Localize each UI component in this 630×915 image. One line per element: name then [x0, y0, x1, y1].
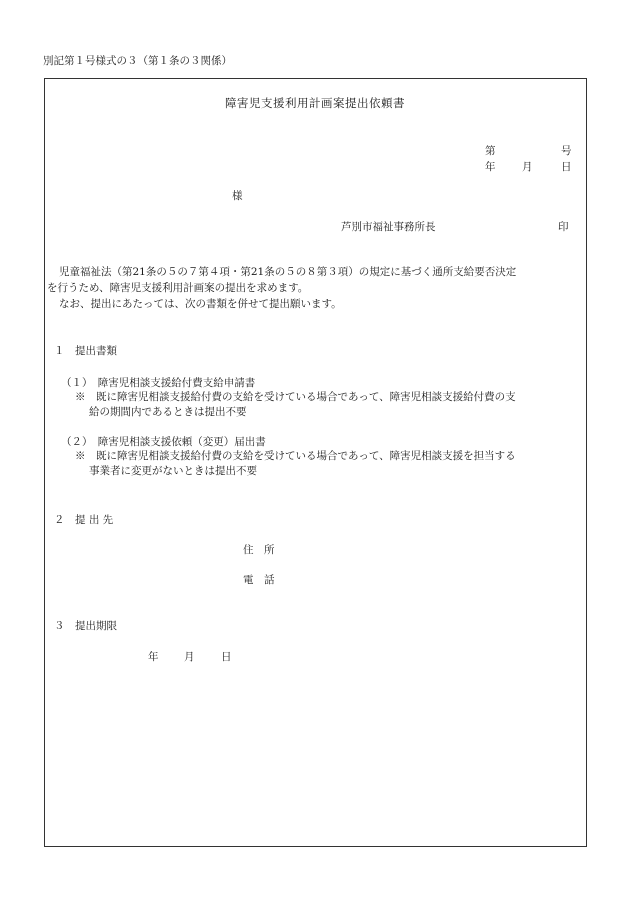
number-suffix: 号: [561, 145, 572, 157]
item1-label: （１） 障害児相談支援給付費支給申請書: [61, 377, 256, 389]
item2-note-line-1: ※ 既に障害児相談支援給付費の支給を受けている場合であって、障害児相談支援を担当する: [75, 450, 516, 462]
phone-label: 電 話: [243, 574, 275, 586]
item2-note-line-2: 事業者に変更がないときは提出不要: [89, 465, 257, 477]
section2-heading: ２ 提 出 先: [54, 514, 114, 526]
form-label: 別記第１号様式の３（第１条の３関係）: [43, 55, 232, 67]
body-line-1: 児童福祉法（第21条の５の７第４項・第21条の５の８第３項）の規定に基づく通所支給要否決定: [59, 266, 517, 278]
section1-heading: １ 提出書類: [54, 345, 117, 357]
item2-label: （２） 障害児相談支援依頼（変更）届出書: [61, 436, 266, 448]
number-prefix: 第: [485, 145, 496, 157]
seal-mark: 印: [558, 221, 569, 233]
body-line-2: を行うため、障害児支援利用計画案の提出を求めます。: [47, 282, 309, 294]
address-label: 住 所: [243, 544, 275, 556]
date-year: 年: [485, 161, 496, 173]
body-line-3: なお、提出にあたっては、次の書類を併せて提出願います。: [59, 298, 342, 310]
section3-heading: ３ 提出期限: [54, 620, 117, 632]
date-month: 月: [522, 161, 533, 173]
item1-note-line-2: 給の期間内であるときは提出不要: [89, 406, 247, 418]
deadline-month: 月: [184, 651, 195, 663]
deadline-year: 年: [148, 651, 159, 663]
deadline-day: 日: [221, 651, 232, 663]
date-day: 日: [561, 161, 572, 173]
issuer-name: 芦別市福祉事務所長: [341, 221, 436, 233]
item1-note-line-1: ※ 既に障害児相談支援給付費の支給を受けている場合であって、障害児相談支援給付費の支: [75, 391, 516, 403]
addressee-suffix: 様: [232, 190, 243, 202]
document-title: 障害児支援利用計画案提出依頼書: [225, 96, 405, 110]
